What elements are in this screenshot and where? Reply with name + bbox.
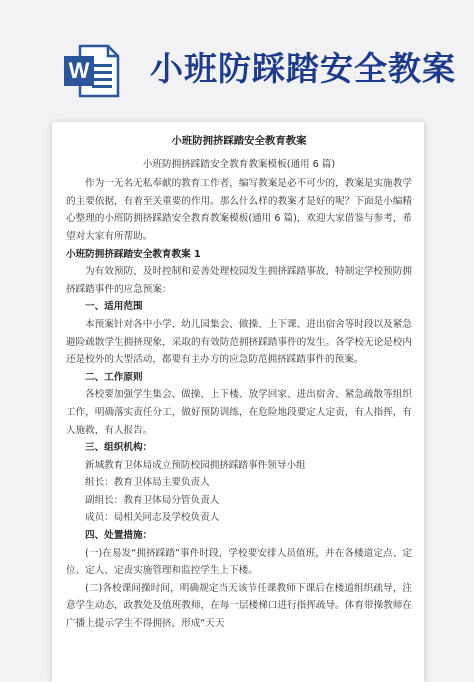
org-line: 新城教育卫体局成立预防校园拥挤踩踏事件领导小组 [85, 459, 306, 471]
heading-organization: 三、组织机构： [85, 442, 153, 454]
measure-paragraph: (二)各校课间操时间，明确规定当天该节任课教师下课后在楼道组织疏导，注意学生动态，政教处及值班教师，在每一层楼梯口进行指挥疏导。体育带操教师在广播上提示学生不得拥挤，形成“天天 [66, 582, 412, 630]
org-line: 副组长：教育卫体局分管负责人 [85, 494, 220, 506]
purpose-paragraph: 为有效预防、及时控制和妥善处理校园发生拥挤踩踏事故，特制定学校预防拥挤踩踏事件的应急预案： [66, 266, 412, 295]
banner-title: 小班防踩踏安全教案 [150, 49, 456, 88]
org-line: 组长：教育卫体局主要负责人 [85, 477, 210, 489]
intro-paragraph: 作为一无名无私奉献的教育工作者，编写教案是必不可少的，教案是实施教学的主要依据，有着至关重要的作用。那么什么样的教案才是好的呢？下面是小编精心整理的小班防拥挤踩踏安全教育教案模板(通用 6 篇)，欢迎大家借鉴与参考，希望对大家有所帮助。 [66, 178, 412, 242]
word-icon-letter: W [68, 58, 90, 83]
principles-paragraph: 各校要加强学生集会、做操、上下楼、放学回家、进出宿舍、紧急疏散等组织工作，明确落实责任分工，做好预防训练，在危险地段要定人定责，有人指挥，有人施救，有人报告。 [66, 389, 412, 436]
heading-scope: 一、适用范围 [85, 301, 143, 313]
heading-measures: 四、处置措施： [85, 530, 153, 542]
document-banner [0, 0, 474, 108]
heading-principles: 二、工作原则 [85, 371, 143, 383]
org-line: 成员：局相关同志及学校负责人 [85, 512, 220, 524]
section-title: 小班防拥挤踩踏安全教育教案 1 [66, 248, 201, 260]
document-body [66, 133, 412, 633]
measure-paragraph: (一)在易发“拥挤踩踏”事件时段，学校要安排人员值班，并在各楼道定点、定位、定人、定责实施管理和监控学生上下楼。 [66, 547, 412, 577]
scope-paragraph: 本预案针对各中小学、幼儿园集会、做操、上下课、进出宿舍等时段以及紧急避险疏散学生拥挤现象，采取的有效防范拥挤踩踏事件的发生。各学校无论是校内还是校外的大型活动，都要有主办方的应急防范拥挤踩踏事件的预案。 [66, 318, 412, 366]
document-title: 小班防拥挤踩踏安全教育教案 [171, 135, 307, 147]
word-document-icon [62, 40, 122, 100]
document-subtitle: 小班防拥挤踩踏安全教育教案模板(通用 6 篇) [142, 158, 336, 170]
